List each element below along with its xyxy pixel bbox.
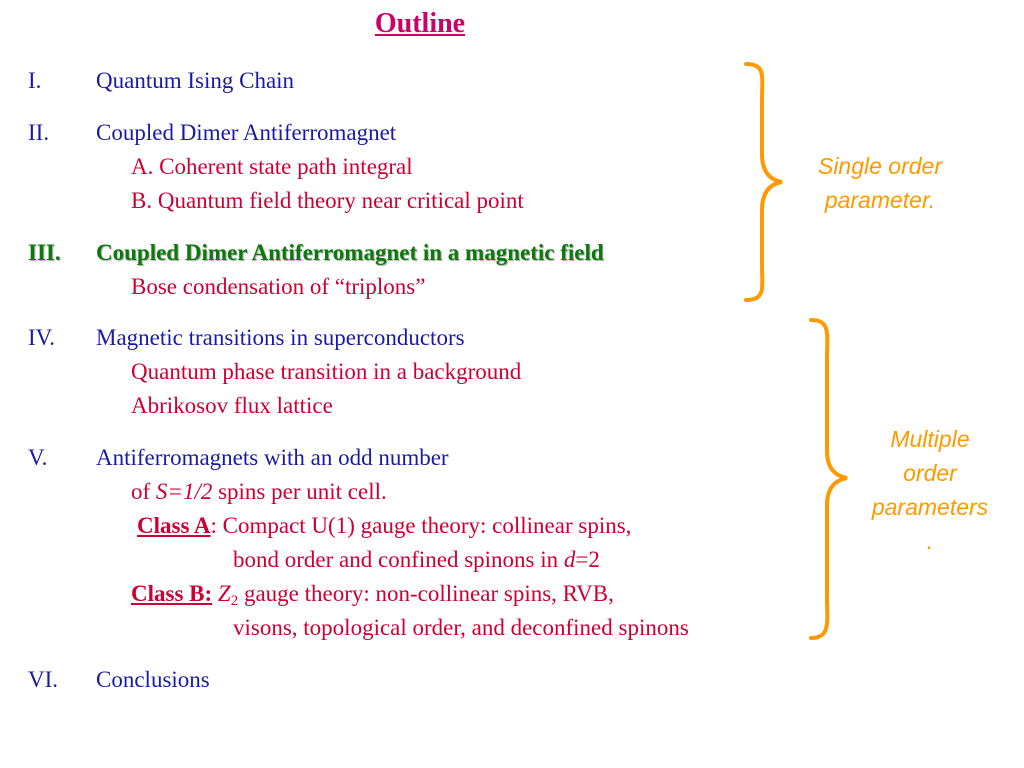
section-2-subitem-a: A. Coherent state path integral: [131, 154, 413, 179]
section-4-number: IV.: [28, 325, 56, 350]
section-5-title: Antiferromagnets with an odd number: [96, 445, 449, 470]
class-a-line-2-pre: bond order and confined spinons in: [233, 547, 564, 572]
class-b-text: gauge theory: non-collinear spins, RVB,: [238, 581, 614, 606]
class-b-label: Class B:: [131, 581, 213, 606]
single-order-brace: [740, 60, 790, 305]
section-6-title: Conclusions: [96, 667, 210, 692]
class-a-line: [137, 513, 631, 539]
section-4-title: Magnetic transitions in superconductors: [96, 325, 465, 350]
section-1-number: I.: [28, 68, 42, 93]
section-5-number: V.: [28, 445, 48, 470]
multiple-order-annotation: [850, 422, 1010, 558]
single-order-line-2: parameter.: [824, 187, 936, 213]
section-3-number: III.: [28, 240, 61, 265]
section-5-subitem-post: spins per unit cell.: [212, 479, 387, 504]
class-a-line-2: [233, 547, 600, 573]
section-1-title: Quantum Ising Chain: [96, 68, 295, 93]
section-2-title: Coupled Dimer Antiferromagnet: [96, 120, 397, 145]
section-5-subitem-pre: of: [131, 479, 156, 504]
section-4-subitem-2: Abrikosov flux lattice: [131, 393, 333, 418]
page-title: Outline: [374, 8, 466, 39]
multiple-order-line-1: Multiple: [890, 426, 970, 452]
section-3-subitem: Bose condensation of “triplons”: [131, 274, 426, 299]
class-a-label: Class A: [137, 513, 211, 538]
class-b-line-2: visons, topological order, and deconfined spinons: [233, 615, 689, 640]
dimension-variable: d: [563, 547, 576, 572]
z2-symbol: Z: [217, 581, 231, 606]
spin-value: S=1/2: [155, 479, 213, 504]
class-a-line-2-post: =2: [575, 547, 600, 572]
single-order-line-1: Single order: [817, 153, 943, 179]
section-2-subitem-b: B. Quantum field theory near critical point: [131, 188, 524, 213]
class-b-line: [131, 581, 614, 610]
multiple-order-brace: [805, 316, 855, 646]
section-4-subitem-1: Quantum phase transition in a background: [131, 359, 522, 384]
section-3-title: Coupled Dimer Antiferromagnet in a magnetic field: [96, 240, 604, 265]
section-6-number: VI.: [28, 667, 59, 692]
section-2-number: II.: [28, 120, 50, 145]
class-a-text: : Compact U(1) gauge theory: collinear spins,: [210, 513, 632, 538]
z2-subscript: 2: [230, 593, 239, 609]
multiple-order-line-4: .: [926, 528, 934, 554]
multiple-order-line-3: parameters: [871, 494, 989, 520]
single-order-annotation: [790, 149, 970, 217]
section-5-subitem: [131, 479, 387, 505]
multiple-order-line-2: order: [903, 460, 957, 486]
